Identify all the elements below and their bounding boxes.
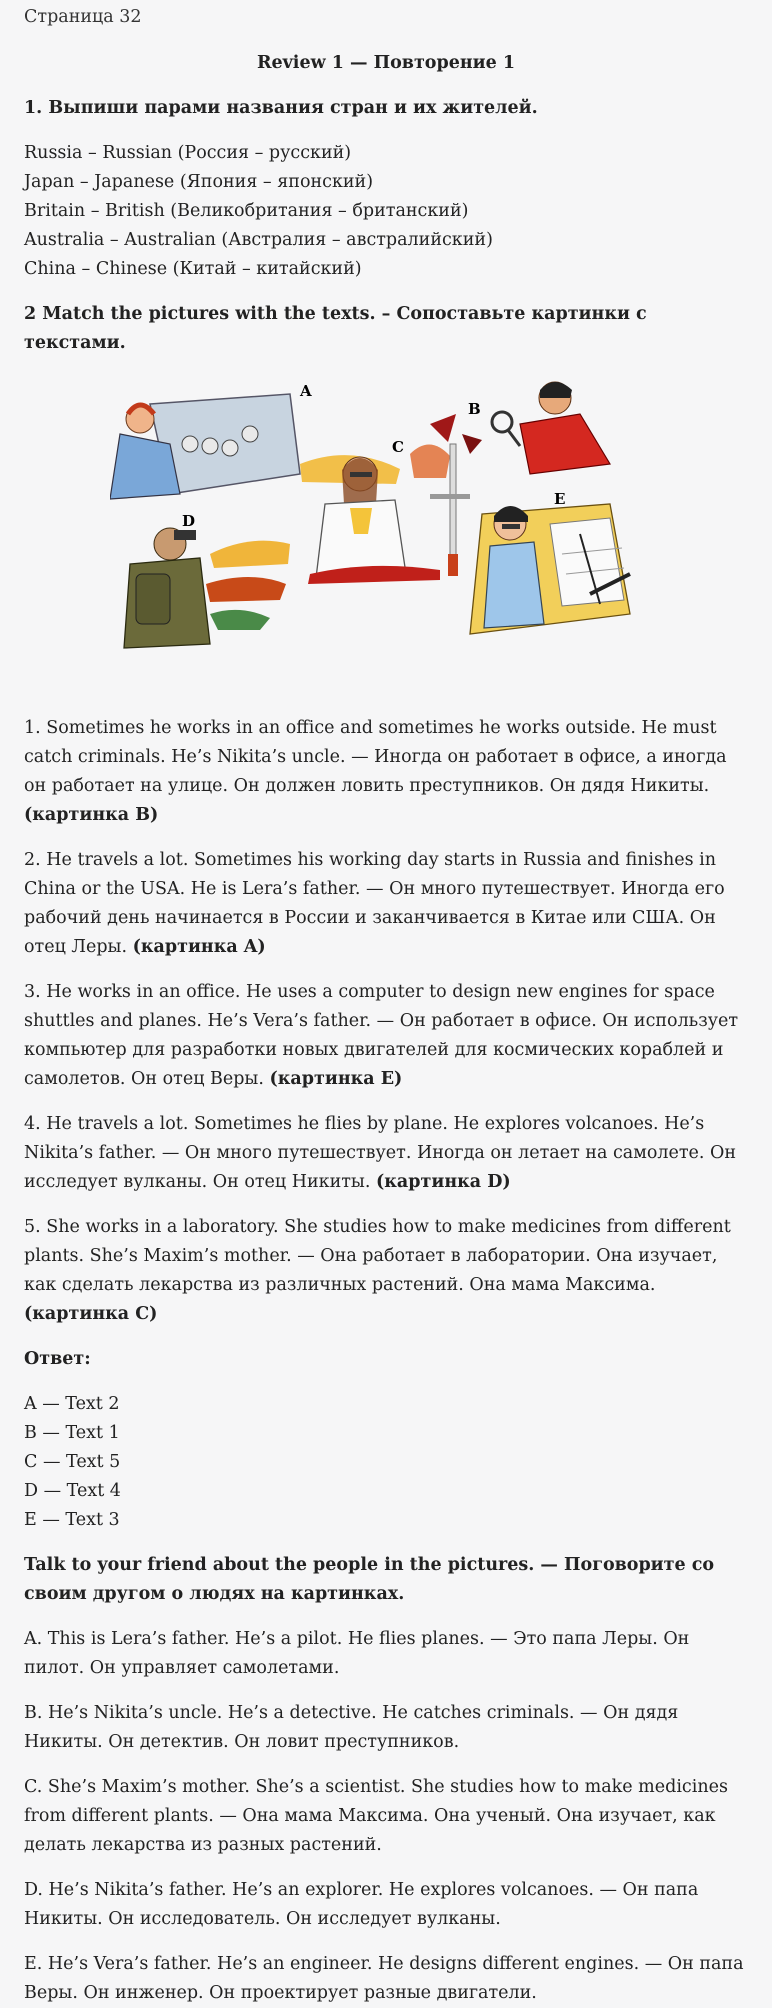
- text-1: [24, 714, 748, 830]
- text-4-answer: (картинка D): [376, 1172, 511, 1192]
- text-5-body: 5. She works in a laboratory. She studies how to make medicines from different plants. She’s Maxim’s mother. — Она работает в лаборатории. Она изучает, как сделать лекарства из различных растений. Она мама Максима.: [24, 1217, 731, 1295]
- picture-c-scientist: [300, 444, 470, 584]
- answer-item: B — Text 1: [24, 1423, 120, 1443]
- task1-heading: 1. Выпиши парами названия стран и их жителей.: [24, 98, 538, 118]
- answer-item: A — Text 2: [24, 1394, 120, 1414]
- text-4-body: 4. He travels a lot. Sometimes he flies by plane. He explores volcanoes. He’s Nikita’s father. — Он много путешествует. Иногда он летает на самолете. Он исследует вулканы. Он отец Никиты.: [24, 1114, 736, 1192]
- text-3-body: 3. He works in an office. He uses a computer to design new engines for space shuttles and planes. He’s Vera’s father. — Он работает в офисе. Он использует компьютер для разработки новых двигателей для космических кораблей и самолетов. Он отец Веры.: [24, 982, 739, 1089]
- picture-e-engineer: [470, 504, 630, 634]
- picture-d-explorer: [124, 528, 290, 648]
- page-label: Страница 32: [24, 7, 142, 27]
- answer-item: C — Text 5: [24, 1452, 121, 1472]
- text-5: [24, 1213, 748, 1329]
- talk-item-e: E. He’s Vera’s father. He’s an engineer. He designs different engines. — Он папа Веры. Он инженер. Он проектирует разные двигатели.: [24, 1954, 744, 2003]
- text-4: [24, 1110, 748, 1197]
- answer-item: E — Text 3: [24, 1510, 120, 1530]
- text-2-body: 2. He travels a lot. Sometimes his working day starts in Russia and finishes in China or the USA. He is Lera’s father. — Он много путешествует. Иногда его рабочий день начинается в России и заканчивается в Китае или США. Он отец Леры.: [24, 850, 725, 957]
- task2-heading: 2 Match the pictures with the texts. – Сопоставьте картинки с текстами.: [24, 304, 647, 353]
- talk-item-b: B. He’s Nikita’s uncle. He’s a detective. He catches criminals. — Он дядя Никиты. Он детектив. Он ловит преступников.: [24, 1703, 679, 1752]
- country-item: Australia – Australian (Австралия – австралийский): [24, 230, 493, 250]
- picture-letter-d: D: [182, 512, 196, 530]
- picture-a-pilot: [110, 394, 300, 499]
- text-1-answer: (картинка B): [24, 805, 159, 825]
- country-item: China – Chinese (Китай – китайский): [24, 259, 362, 279]
- text-5-answer: (картинка C): [24, 1304, 158, 1324]
- country-item: Japan – Japanese (Япония – японский): [24, 172, 374, 192]
- text-3: [24, 978, 748, 1094]
- picture-letter-b: B: [468, 400, 481, 418]
- picture-letter-c: C: [392, 438, 404, 456]
- answer-heading: Ответ:: [24, 1349, 91, 1369]
- talk-item-c: C. She’s Maxim’s mother. She’s a scientist. She studies how to make medicines from different plants. — Она мама Максима. Она ученый. Она изучает, как делать лекарства из разных растений.: [24, 1777, 728, 1855]
- text-2: [24, 846, 748, 962]
- illustration-svg: [110, 374, 670, 664]
- picture-letter-a: A: [300, 382, 312, 400]
- country-list: [24, 139, 748, 284]
- country-item: Russia – Russian (Россия – русский): [24, 143, 352, 163]
- country-item: Britain – British (Великобритания – британский): [24, 201, 469, 221]
- talk-item-a: A. This is Lera’s father. He’s a pilot. He flies planes. — Это папа Леры. Он пилот. Он управляет самолетами.: [24, 1629, 690, 1678]
- text-2-answer: (картинка A): [132, 937, 266, 957]
- professions-illustration: [0, 374, 772, 674]
- text-3-answer: (картинка E): [269, 1069, 403, 1089]
- picture-b-detective: [430, 382, 610, 474]
- text-1-body: 1. Sometimes he works in an office and sometimes he works outside. He must catch criminals. He’s Nikita’s uncle. — Иногда он работает в офисе, а иногда он работает на улице. Он должен ловить преступников. Он дядя Никиты.: [24, 718, 727, 796]
- answer-item: D — Text 4: [24, 1481, 121, 1501]
- answer-list: [24, 1390, 748, 1535]
- picture-letter-e: E: [554, 490, 566, 508]
- page-title: Review 1 — Повторение 1: [256, 53, 516, 73]
- talk-item-d: D. He’s Nikita’s father. He’s an explorer. He explores volcanoes. — Он папа Никиты. Он исследователь. Он исследует вулканы.: [24, 1880, 699, 1929]
- task3-heading: Talk to your friend about the people in the pictures. — Поговорите со своим другом о людях на картинках.: [24, 1555, 715, 1604]
